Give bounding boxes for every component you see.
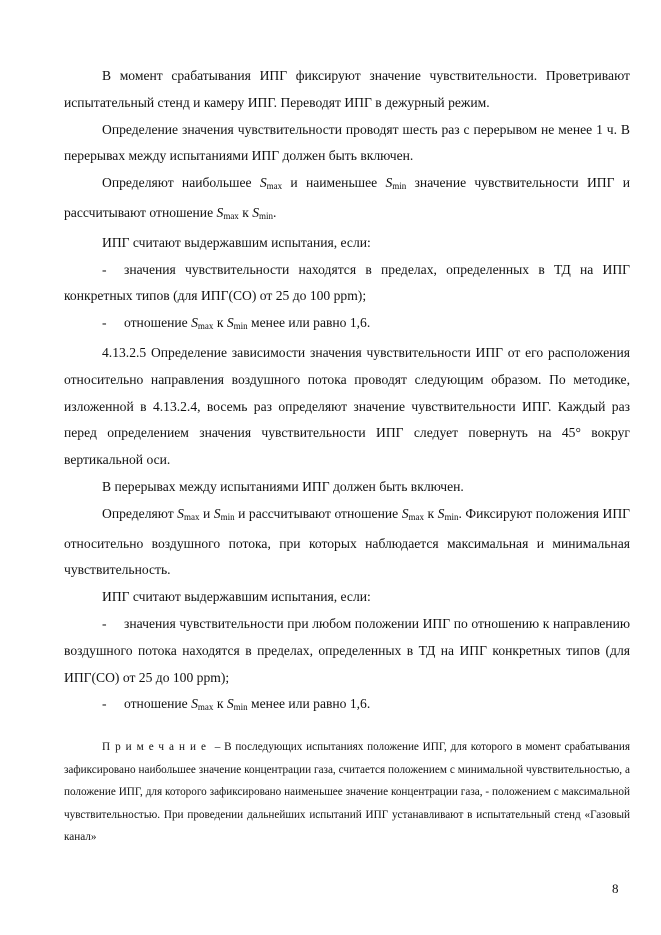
symbol-s-min: $S_{min}$	[226, 696, 248, 713]
paragraph-section-4-13-2-5: 4.13.2.5 Определение зависимости значения чувствительности ИПГ от его расположения относительно направления воздушного потока проводят следующим образом. По методике, изложенной в 4.13.2.4, восемь раз определяют значение чувствительности ИПГ. Каждый раз перед определением значения чувствительности ИПГ следует повернуть на 45° вокруг вертикальной оси.	[64, 344, 630, 468]
paragraph-8: В перерывах между испытаниями ИПГ должен быть включен.	[102, 478, 464, 494]
list-dash: -	[102, 315, 107, 331]
list-item-1: - значения чувствительности находятся в пределах, определенных в ТД на ИПГ конкретных типов (для ИПГ(СО) от 25 до 100 ppm);	[64, 257, 630, 311]
list-item-4: - отношение $S_{max}$ к $S_{min}$ менее или равно 1,6.	[64, 691, 630, 721]
body-text	[64, 63, 630, 721]
paragraph-10: ИПГ считают выдержавшим испытания, если:	[102, 589, 371, 605]
list-dash: -	[102, 615, 107, 631]
symbol-s-min: $S_{min}$	[385, 175, 407, 192]
list-item-2: - отношение $S_{max}$ к $S_{min}$ менее или равно 1,6.	[64, 310, 630, 340]
list-item-3: - значения чувствительности при любом положении ИПГ по отношению к направлению воздушного потока находятся в пределах, определенных в ТД на ИПГ конкретных типов (для ИПГ(СО) от 25 до 100 ppm);	[64, 611, 630, 691]
symbol-s-min: $S_{min}$	[252, 204, 274, 221]
symbol-s-min: $S_{min}$	[437, 505, 459, 522]
paragraph-1: В момент срабатывания ИПГ фиксируют значение чувствительности. Проветривают испытательный стенд и камеру ИПГ. Переводят ИПГ в дежурный режим.	[64, 68, 630, 110]
paragraph-4: ИПГ считают выдержавшим испытания, если:	[102, 234, 371, 250]
list-dash: -	[102, 261, 107, 277]
symbol-s-max: $S_{max}$	[216, 204, 239, 221]
symbol-s-max: $S_{max}$	[191, 315, 214, 332]
list-dash: -	[102, 696, 107, 712]
symbol-s-max: $S_{max}$	[177, 505, 200, 522]
paragraph-2: Определение значения чувствительности проводят шесть раз с перерывом не менее 1 ч. В перерывах между испытаниями ИПГ должен быть включен.	[64, 121, 630, 164]
symbol-s-min: $S_{min}$	[213, 505, 235, 522]
note-text: – В последующих испытаниях положение ИПГ, для которого в момент срабатывания зафиксировано наибольшее значение концентрации газа, считается положением с минимальной чувствительностью, а положение ИПГ, для которого зафиксировано наименьшее значение концентрации газа, - положением с максимальной чувствительностью. При проведении дальнейших испытаний ИПГ устанавливают в испытательный стенд «Газовый канал»	[64, 741, 630, 844]
symbol-s-max: $S_{max}$	[191, 696, 214, 713]
note-block	[64, 736, 630, 849]
symbol-s-max: $S_{max}$	[401, 505, 424, 522]
paragraph-3: Определяют наибольшее $S_{max}$ и наименьшее $S_{min}$ значение чувствительности ИПГ и рассчитывают отношение $S_{max}$ к $S_{min}$.	[64, 175, 630, 221]
symbol-s-min: $S_{min}$	[226, 315, 248, 332]
symbol-s-max: $S_{max}$	[259, 175, 283, 192]
note-label: Примечание	[102, 741, 211, 753]
paragraph-9: Определяют $S_{max}$ и $S_{min}$ и рассчитывают отношение $S_{max}$ к $S_{min}$. Фиксируют положения ИПГ относительно воздушного потока, при которых наблюдается максимальная и минимальная чувствительность.	[64, 505, 631, 578]
page-number: 8	[612, 881, 619, 896]
